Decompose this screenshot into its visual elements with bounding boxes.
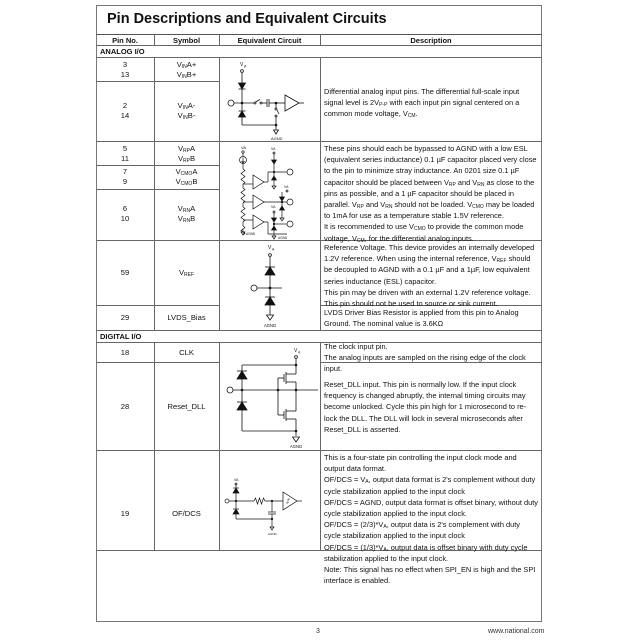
svg-text:VA: VA [284,185,289,189]
pin-cell: 5 11 [121,144,129,163]
pin-cell: 6 10 [120,204,130,223]
svg-text:V: V [268,245,272,251]
svg-text:AGND: AGND [278,236,288,240]
col-sep [320,342,321,550]
svg-text:VA: VA [234,478,239,482]
svg-text:V: V [294,348,298,354]
row-rule [96,305,219,306]
page-title: Pin Descriptions and Equivalent Circuits [107,11,387,27]
page-number: 3 [316,628,320,635]
website-link[interactable]: www.national.com [488,628,545,635]
vref-pins-equivalent-circuit-diagram [220,142,320,240]
description-vref: Reference Voltage. This device provides an internally developed 1.2V reference. When using the internal reference, $V_{REF}$ should be decoupled to AGND with a 0.1 µF and a 1µF, low equivalent series inductance (ESL) capacitor. This pin may be driven with an external 1.2V reference voltage. This pin should not be used to source or sink current. [324,243,535,309]
symbol-cell: $V_{RN}A$ $V_{RN}B$ [177,204,196,224]
symbol-cell: $V_{CMO}A$ $V_{CMO}B$ [175,167,198,187]
symbol-cell: Reset_DLL [167,402,206,411]
svg-text:VA: VA [271,205,276,209]
description-vrp-vcmo-vrn: These pins should each be bypassed to AGND with a low ESL (equivalent series inductance) 0.1 µF capacitor placed very close to the pin to minimize stray inductance. An 0201 size 0.1 µF capacitor should be placed between $V_{RP}$ and $V_{RN}$ as close to the pins as possible, and a 1 µF capacitor should be placed in parallel. $V_{RP}$ and $V_{RN}$ should not be loaded. $V_{CMO}$ may be loaded to 1mA for use as a temperature stable 1.5V reference. It is recommended to use $V_{CMO}$ to provide the common mode voltage, $V_{CM}$, for the differential analog inputs. [324,144,537,244]
svg-text:V: V [240,62,244,68]
pin-cell: 3 13 [120,60,130,79]
svg-text:A: A [272,247,275,252]
col-header-pin: Pin No. [112,36,138,45]
col-header-circuit: Equivalent Circuit [237,36,302,45]
ofdcs-equivalent-circuit-diagram [220,451,320,550]
pin-cell: 18 [120,348,130,357]
col-sep [154,34,155,45]
row-rule [96,189,219,190]
description-vin: Differential analog input pins. The differential full-scale input signal level is $2V_{P-P}$ with each input pin signal centered on a common mode voltage, $V_{CM}$. [324,87,520,120]
row-rule [96,81,219,82]
header-top-rule [96,34,542,35]
vin-equivalent-circuit-diagram [220,58,320,141]
symbol-cell: $V_{RP}A$ $V_{RP}B$ [177,144,196,164]
svg-text:AGND: AGND [271,136,283,141]
svg-text:A: A [244,64,247,69]
section-label-digital: DIGITAL I/O [100,332,142,341]
svg-text:AGND: AGND [246,232,256,236]
symbol-cell: $V_{IN}A-$ $V_{IN}B-$ [177,101,196,121]
description-lvds-bias: LVDS Driver Bias Resistor is applied from this pin to Analog Ground. The nominal value is 3.6KΩ [324,308,519,329]
svg-text:VA: VA [241,145,247,150]
symbol-cell: $V_{REF}$ [178,268,195,278]
col-header-description: Description [410,36,452,45]
svg-text:A: A [298,350,301,355]
symbol-cell: $V_{IN}A+$ $V_{IN}B+$ [176,60,197,80]
pin-cell: 59 [120,268,130,277]
pin-cell: 28 [120,402,130,411]
svg-text:AGND: AGND [268,532,277,536]
description-ofdcs: This is a four-state pin controlling the input clock mode and output data format. $OF/DCS = V_A$, output data format is 2's complement without duty cycle stabilization applied to the input clock OF/DCS = AGND, output data format is offset binary, without duty cycle stabilization applied to the input clock. $OF/DCS = (2/3)*V_A$, output data is 2's complement with duty cycle stabilization applied to the input clock $OF/DCS = (1/3)*V_A$, output data is offset binary with duty cycle stabilization applied to the input clock. Note: This signal has no effect when SPI_EN is high and the SPI interface is enabled. [324,453,538,586]
clk-reset-dll-equivalent-circuit-diagram [220,343,320,450]
col-sep [219,34,220,45]
section-label-analog: ANALOG I/O [100,47,145,56]
pin-cell: 19 [120,509,130,518]
pin-cell: 29 [120,313,130,322]
col-sep [320,34,321,45]
symbol-cell: LVDS_Bias [167,313,206,322]
svg-text:VA: VA [271,147,276,151]
svg-text:AGND: AGND [264,323,277,328]
description-clk: The clock input pin. The analog inputs are sampled on the rising edge of the clock input. [324,342,526,374]
row-rule [96,330,542,331]
pin-cell: 7 9 [122,167,128,186]
header-bottom-rule [96,45,542,46]
svg-text:AGND: AGND [290,444,303,449]
col-sep [320,57,321,330]
symbol-cell: CLK [179,348,194,357]
col-header-symbol: Symbol [172,36,201,45]
col-sep [154,57,155,330]
vref-equivalent-circuit-diagram [220,241,320,330]
pin-cell: 2 14 [120,101,130,120]
description-reset-dll: Reset_DLL input. This pin is normally low. If the input clock frequency is changed abruptly, the internal timing circuits may become unlocked. Cycle this pin high for 1 microsecond to re-lock the DLL. The DLL will lock in several microseconds after Reset_DLL is asserted. [324,380,527,434]
row-rule [96,165,219,166]
symbol-cell: OF/DCS [172,509,201,518]
row-rule [96,362,219,363]
